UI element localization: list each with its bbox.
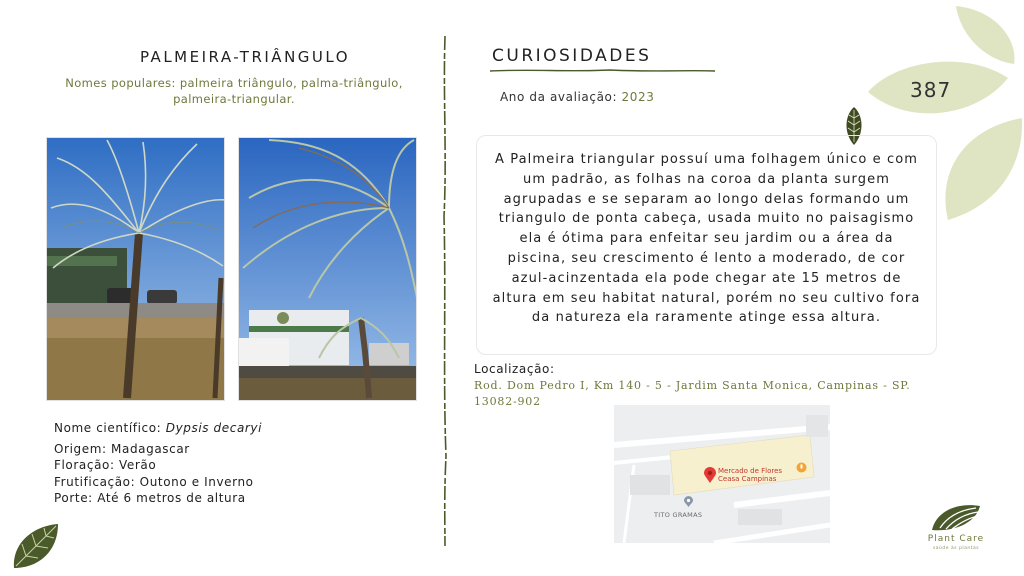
size: Porte: Até 6 metros de altura (54, 491, 246, 505)
scientific-name-value: Dypsis decaryi (165, 421, 263, 435)
scientific-name-label: Nome científico: (54, 421, 166, 435)
curiosities-title: CURIOSIDADES (492, 46, 652, 66)
title-underline (490, 68, 715, 74)
plant-care-logo-icon (930, 502, 982, 532)
column-divider (440, 36, 450, 546)
evaluation-year (500, 90, 655, 104)
flowering: Floração: Verão (54, 458, 157, 472)
page-number: 387 (910, 78, 952, 102)
origin: Origem: Madagascar (54, 441, 190, 456)
evaluation-year-label: Ano da avaliação: (500, 90, 622, 104)
location-map[interactable] (614, 405, 830, 543)
logo-name: Plant Care (927, 534, 985, 544)
map-place-label (718, 467, 782, 483)
map-pin-icon[interactable] (704, 467, 716, 484)
logo-tagline: saúde às plantas (932, 546, 980, 551)
popular-names: Nomes populares: palmeira triângulo, palma-triângulo, palmeira-triangular. (65, 76, 403, 106)
description-box (476, 135, 937, 355)
map-secondary-label: TITO GRAMAS (654, 511, 703, 519)
description-text: A Palmeira triangular possuí uma folhagem único e com um padrão, as folhas na coroa da planta surgem agrupadas e se separam ao longo delas formando um triangulo de ponta cabeça, usada muito no paisagismo ela é ótima para enfeitar seu jardim ou a área da piscina, seu crescimento é lento a moderado, de cor azul-acinzentada ela pode chegar ate 15 metros de altura em seu habitat natural, porém no seu cultivo fora da natureza ela raramente atinge essa altura. (492, 152, 921, 326)
map-place-line2: Ceasa Campinas (718, 475, 777, 483)
map-place-line1: Mercado de Flores (718, 467, 783, 475)
evaluation-year-value: 2023 (621, 90, 655, 104)
fruiting: Frutificação: Outono e Inverno (54, 474, 254, 489)
palm-photo-2 (238, 137, 417, 401)
plant-facts (54, 420, 262, 507)
scientific-name (54, 420, 262, 437)
leaf-icon (8, 520, 62, 572)
palm-photo-1 (46, 137, 225, 401)
plant-title: PALMEIRA-TRIÂNGULO (139, 48, 351, 66)
map-poi-icon[interactable] (796, 462, 807, 473)
map-pin-gray-icon[interactable] (684, 496, 693, 508)
location-address: Rod. Dom Pedro I, Km 140 - 5 - Jardim Santa Monica, Campinas - SP. 13082-902 (474, 379, 911, 408)
location-label: Localização: (474, 362, 555, 376)
